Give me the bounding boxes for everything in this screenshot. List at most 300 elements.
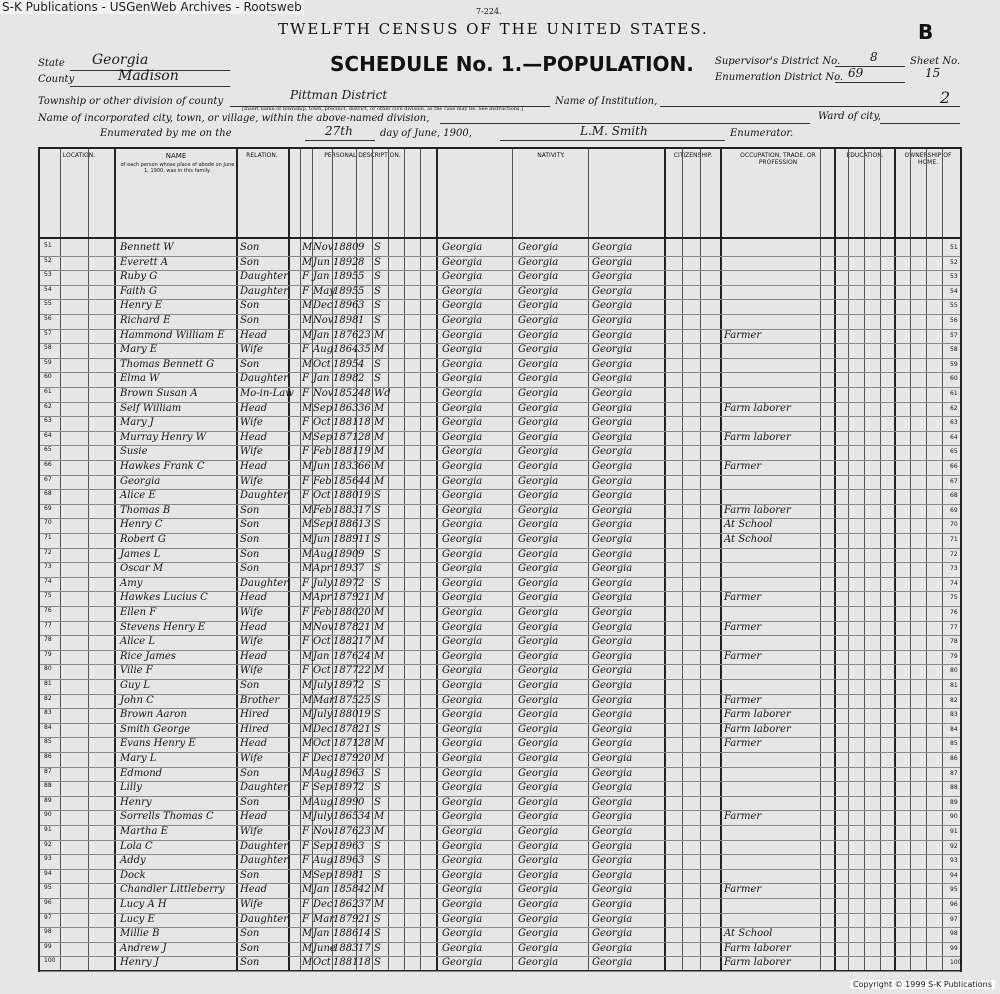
col-divider xyxy=(300,149,301,970)
birthplace-person: Georgia xyxy=(442,796,483,808)
birthplace-person: Georgia xyxy=(442,928,483,940)
row-line xyxy=(40,475,960,476)
relation: Son xyxy=(240,504,260,516)
row-line xyxy=(40,445,960,446)
birth-month: Dec xyxy=(313,723,333,735)
row-line xyxy=(40,504,960,505)
institution-label: Name of Institution, xyxy=(555,96,658,107)
sex: M xyxy=(302,957,313,969)
marital-status: S xyxy=(374,490,381,502)
marital-status: S xyxy=(374,709,381,721)
birth-month: Oct xyxy=(313,738,331,750)
birthplace-person: Georgia xyxy=(442,709,483,721)
birth-year: 1883 xyxy=(333,504,359,516)
col-divider xyxy=(820,149,821,970)
birthplace-mother: Georgia xyxy=(592,388,633,399)
birthplace-person: Georgia xyxy=(442,461,483,472)
sex: M xyxy=(302,461,313,472)
row-number-right: 78 xyxy=(950,638,958,646)
birthplace-father: Georgia xyxy=(518,300,559,312)
row-number-right: 96 xyxy=(950,901,958,908)
row-line xyxy=(40,533,960,534)
relation: Son xyxy=(240,796,260,808)
row-number-right: 98 xyxy=(950,930,958,938)
relation: Wife xyxy=(240,475,263,487)
relation: Son xyxy=(240,242,260,253)
person-name: Rice James xyxy=(120,650,176,662)
sex: M xyxy=(302,548,313,560)
occupation: Farmer xyxy=(724,461,762,472)
marital-status: M xyxy=(374,446,385,458)
person-name: Alice E xyxy=(120,490,156,502)
age: 42 xyxy=(358,884,371,896)
occupation: At School xyxy=(724,534,773,545)
birthplace-person: Georgia xyxy=(442,869,483,881)
row-number: 73 xyxy=(44,563,52,571)
person-name: Brown Aaron xyxy=(120,709,187,721)
birthplace-father: Georgia xyxy=(518,869,559,881)
birth-year: 1890 xyxy=(333,548,359,560)
row-number: 77 xyxy=(44,621,52,629)
age: 4 xyxy=(358,358,365,370)
age: 23 xyxy=(358,329,371,341)
row-line xyxy=(40,694,960,695)
birthplace-father: Georgia xyxy=(518,358,559,370)
row-number: 70 xyxy=(44,519,52,527)
birth-year: 1881 xyxy=(333,446,359,458)
birthplace-mother: Georgia xyxy=(592,767,633,779)
birthplace-mother: Georgia xyxy=(592,475,633,487)
row-number-right: 60 xyxy=(950,375,958,383)
birth-year: 1876 xyxy=(333,329,359,341)
row-number: 78 xyxy=(44,636,52,644)
row-number-right: 88 xyxy=(950,784,958,792)
birth-month: Feb xyxy=(313,504,332,516)
relation: Daughter xyxy=(240,577,288,589)
birthplace-person: Georgia xyxy=(442,607,483,618)
age: 66 xyxy=(358,461,371,472)
age: 0 xyxy=(358,796,365,808)
row-number: 72 xyxy=(44,548,52,556)
birthplace-father: Georgia xyxy=(518,242,559,253)
supervisor-value: 8 xyxy=(870,50,878,64)
occupation: Farmer xyxy=(724,738,762,750)
row-number-right: 95 xyxy=(950,886,958,894)
age: 3 xyxy=(358,855,365,867)
name-subheader: of each person whose place of abode on June 1, 1900, was in this family. xyxy=(120,162,235,174)
relation: Wife xyxy=(240,344,263,356)
birthplace-person: Georgia xyxy=(442,680,483,691)
row-number-right: 62 xyxy=(950,404,958,412)
birthplace-father: Georgia xyxy=(518,636,559,648)
birth-month: Aug xyxy=(313,796,334,808)
age: 2 xyxy=(358,577,365,589)
row-line xyxy=(40,635,960,636)
birthplace-mother: Georgia xyxy=(592,358,633,370)
birth-month: Jan xyxy=(313,329,330,341)
birthplace-father: Georgia xyxy=(518,519,559,531)
row-line xyxy=(40,577,960,578)
birth-year: 1899 xyxy=(333,796,359,808)
birth-year: 1880 xyxy=(333,242,359,253)
row-number: 89 xyxy=(44,796,52,804)
row-line xyxy=(40,752,960,753)
row-line xyxy=(40,299,960,300)
age: 19 xyxy=(358,446,371,458)
person-name: Hawkes Frank C xyxy=(120,461,205,472)
age: 17 xyxy=(358,504,371,516)
row-number: 61 xyxy=(44,388,52,395)
birthplace-mother: Georgia xyxy=(592,315,633,326)
birthplace-person: Georgia xyxy=(442,753,483,764)
birth-month: Sep xyxy=(313,840,333,852)
age: 11 xyxy=(358,534,371,545)
birthplace-father: Georgia xyxy=(518,753,559,764)
age: 8 xyxy=(358,256,365,268)
birthplace-person: Georgia xyxy=(442,475,483,487)
birthplace-person: Georgia xyxy=(442,826,483,837)
sex: M xyxy=(302,592,313,604)
sex: F xyxy=(302,913,309,925)
row-line xyxy=(40,489,960,490)
age: 35 xyxy=(358,344,371,356)
birthplace-father: Georgia xyxy=(518,329,559,341)
birth-month: Nov xyxy=(313,242,334,253)
row-number: 96 xyxy=(44,899,52,906)
person-name: Lilly xyxy=(120,782,142,794)
marital-status: M xyxy=(374,475,385,487)
occupation: Farm laborer xyxy=(724,504,791,516)
occupation: Farmer xyxy=(724,592,762,604)
age: 2 xyxy=(358,680,365,691)
township-value: Pittman District xyxy=(290,88,388,102)
birthplace-mother: Georgia xyxy=(592,256,633,268)
birthplace-person: Georgia xyxy=(442,315,483,326)
birth-month: Jan xyxy=(313,373,330,385)
occupation: At School xyxy=(724,519,773,531)
col-divider xyxy=(910,149,911,970)
birthplace-mother: Georgia xyxy=(592,285,633,297)
birth-year: 1871 xyxy=(333,431,359,443)
person-name: Hammond William E xyxy=(120,329,225,341)
relation: Son xyxy=(240,563,260,575)
birthplace-person: Georgia xyxy=(442,767,483,779)
row-number-right: 83 xyxy=(950,711,958,719)
birthplace-person: Georgia xyxy=(442,621,483,633)
birthplace-father: Georgia xyxy=(518,256,559,268)
birthplace-person: Georgia xyxy=(442,563,483,575)
occupation: Farmer xyxy=(724,650,762,662)
birthplace-father: Georgia xyxy=(518,534,559,545)
person-name: Lucy A H xyxy=(120,899,167,910)
relation: Mo-in-Law xyxy=(240,388,294,399)
marital-status: M xyxy=(374,899,385,910)
row-line xyxy=(40,416,960,417)
birthplace-mother: Georgia xyxy=(592,621,633,633)
birth-year: 1852 xyxy=(333,388,359,399)
relation: Wife xyxy=(240,607,263,618)
row-number-right: 53 xyxy=(950,273,958,281)
row-number: 91 xyxy=(44,826,52,833)
birthplace-father: Georgia xyxy=(518,621,559,633)
birthplace-father: Georgia xyxy=(518,271,559,283)
day-of-label: day of June, 1900, xyxy=(380,128,472,139)
col-divider xyxy=(864,149,865,970)
col-divider xyxy=(236,149,238,970)
birthplace-person: Georgia xyxy=(442,694,483,706)
location-header: LOCATION. xyxy=(62,152,96,159)
row-number: 56 xyxy=(44,315,52,322)
birth-year: 1897 xyxy=(333,577,359,589)
birthplace-father: Georgia xyxy=(518,957,559,969)
marital-status: S xyxy=(374,869,381,881)
age: 3 xyxy=(358,767,365,779)
birthplace-person: Georgia xyxy=(442,271,483,283)
nativity-header: NATIVITY. xyxy=(537,152,565,159)
row-line xyxy=(40,314,960,315)
col-divider xyxy=(436,149,438,970)
col-divider xyxy=(420,149,421,970)
age: 2 xyxy=(358,782,365,794)
row-number-right: 67 xyxy=(950,477,958,485)
birthplace-person: Georgia xyxy=(442,738,483,750)
birthplace-person: Georgia xyxy=(442,636,483,648)
row-number: 66 xyxy=(44,461,52,468)
birthplace-person: Georgia xyxy=(442,490,483,502)
birth-year: 1882 xyxy=(333,636,359,648)
col-divider xyxy=(88,149,89,970)
birthplace-father: Georgia xyxy=(518,738,559,750)
birthplace-father: Georgia xyxy=(518,928,559,940)
age: 13 xyxy=(358,519,371,531)
row-number-right: 89 xyxy=(950,798,958,806)
birthplace-person: Georgia xyxy=(442,285,483,297)
birthplace-father: Georgia xyxy=(518,694,559,706)
birth-month: Aug xyxy=(313,344,334,356)
occupation: Farmer xyxy=(724,811,762,823)
sex: M xyxy=(302,534,313,545)
birth-month: Nov xyxy=(313,621,334,633)
marital-status: S xyxy=(374,680,381,691)
person-name: Guy L xyxy=(120,680,150,691)
birthplace-father: Georgia xyxy=(518,680,559,691)
birth-year: 1896 xyxy=(333,767,359,779)
row-line xyxy=(40,518,960,519)
sex: F xyxy=(302,899,309,910)
relation: Son xyxy=(240,534,260,545)
row-number-right: 97 xyxy=(950,915,958,923)
row-number-right: 80 xyxy=(950,667,958,675)
col-divider xyxy=(682,149,683,970)
birth-month: Jan xyxy=(313,884,330,896)
row-number-right: 57 xyxy=(950,331,958,339)
birth-month: Jan xyxy=(313,650,330,662)
occupation: Farmer xyxy=(724,884,762,896)
person-name: Mary L xyxy=(120,753,157,764)
age: 37 xyxy=(358,899,371,910)
sex: F xyxy=(302,475,309,487)
row-number: 100 xyxy=(44,957,56,965)
age: 21 xyxy=(358,592,371,604)
person-name: John C xyxy=(120,694,154,706)
marital-status: S xyxy=(374,358,381,370)
birthplace-father: Georgia xyxy=(518,796,559,808)
marital-status: S xyxy=(374,300,381,312)
col-divider xyxy=(926,149,927,970)
birth-month: Sep xyxy=(313,782,333,794)
birth-month: Sep xyxy=(313,431,333,443)
state-label: State xyxy=(38,58,65,69)
marital-status: S xyxy=(374,782,381,794)
sex: M xyxy=(302,504,313,516)
birthplace-mother: Georgia xyxy=(592,709,633,721)
birthplace-mother: Georgia xyxy=(592,504,633,516)
birth-month: Mar xyxy=(313,913,334,925)
name-header: NAME xyxy=(165,152,187,160)
sex: M xyxy=(302,680,313,691)
row-number: 69 xyxy=(44,504,52,512)
birth-month: Oct xyxy=(313,636,331,648)
birthplace-person: Georgia xyxy=(442,855,483,867)
birth-month: Jun xyxy=(313,461,330,472)
birth-month: Feb xyxy=(313,607,332,618)
birthplace-person: Georgia xyxy=(442,344,483,356)
birthplace-mother: Georgia xyxy=(592,329,633,341)
birthplace-person: Georgia xyxy=(442,577,483,589)
relation: Son xyxy=(240,548,260,560)
row-number-right: 92 xyxy=(950,842,958,850)
birth-month: Oct xyxy=(313,665,331,677)
row-number-right: 74 xyxy=(950,579,958,587)
marital-status: S xyxy=(374,767,381,779)
page-title: TWELFTH CENSUS OF THE UNITED STATES. xyxy=(278,20,709,38)
marital-status: S xyxy=(374,723,381,735)
birthplace-person: Georgia xyxy=(442,358,483,370)
relation: Head xyxy=(240,402,268,414)
sex: F xyxy=(302,388,309,399)
sex: M xyxy=(302,563,313,575)
birthplace-father: Georgia xyxy=(518,826,559,837)
relation: Head xyxy=(240,621,268,633)
birthplace-person: Georgia xyxy=(442,548,483,560)
birthplace-person: Georgia xyxy=(442,665,483,677)
row-line xyxy=(40,650,960,651)
day-underline xyxy=(305,140,375,141)
age: 18 xyxy=(358,957,371,969)
person-name: Ruby G xyxy=(120,271,158,283)
person-name: Stevens Henry E xyxy=(120,621,206,633)
person-name: Thomas Bennett G xyxy=(120,358,215,370)
row-number: 94 xyxy=(44,869,52,877)
relation: Brother xyxy=(240,694,280,706)
relation: Son xyxy=(240,300,260,312)
birthplace-person: Georgia xyxy=(442,519,483,531)
sex: F xyxy=(302,446,309,458)
birth-month: Apr xyxy=(313,563,332,575)
birthplace-mother: Georgia xyxy=(592,928,633,940)
birth-month: Feb xyxy=(313,475,332,487)
birth-month: Oct xyxy=(313,490,331,502)
birthplace-mother: Georgia xyxy=(592,461,633,472)
birth-month: Nov xyxy=(313,826,334,837)
birthplace-mother: Georgia xyxy=(592,636,633,648)
relation: Daughter xyxy=(240,285,288,297)
birthplace-father: Georgia xyxy=(518,913,559,925)
birth-month: Jun xyxy=(313,534,330,545)
relation: Wife xyxy=(240,899,263,910)
education-header: EDUCATION. xyxy=(846,152,884,159)
birthplace-mother: Georgia xyxy=(592,942,633,954)
relation-header: RELATION. xyxy=(246,152,278,159)
age: 23 xyxy=(358,826,371,837)
birth-year: 1864 xyxy=(333,344,359,356)
col-divider xyxy=(942,149,943,970)
row-number-right: 90 xyxy=(950,813,958,821)
sex: F xyxy=(302,665,309,677)
row-number: 67 xyxy=(44,475,52,483)
row-number-right: 51 xyxy=(950,244,958,251)
row-number: 98 xyxy=(44,928,52,936)
person-name: Evans Henry E xyxy=(120,738,196,750)
sex: F xyxy=(302,373,309,385)
relation: Head xyxy=(240,884,268,896)
birthplace-person: Georgia xyxy=(442,534,483,545)
form-number: 7-224. xyxy=(476,7,502,16)
row-number-right: 77 xyxy=(950,623,958,631)
sex: F xyxy=(302,826,309,837)
birthplace-mother: Georgia xyxy=(592,650,633,662)
person-name: Robert G xyxy=(120,534,166,545)
row-number: 84 xyxy=(44,723,52,731)
age: 21 xyxy=(358,621,371,633)
county-value: Madison xyxy=(118,68,179,84)
person-name: Georgia xyxy=(120,475,161,487)
sex: M xyxy=(302,928,313,940)
row-number: 51 xyxy=(44,242,52,249)
sex: M xyxy=(302,300,313,312)
marital-status: M xyxy=(374,738,385,750)
row-line xyxy=(40,854,960,855)
birthplace-father: Georgia xyxy=(518,723,559,735)
birthplace-person: Georgia xyxy=(442,388,483,399)
birthplace-father: Georgia xyxy=(518,446,559,458)
birth-year: 1898 xyxy=(333,869,359,881)
birthplace-mother: Georgia xyxy=(592,796,633,808)
birth-month: Apr xyxy=(313,592,332,604)
row-line xyxy=(40,942,960,943)
row-number: 80 xyxy=(44,665,52,673)
row-line xyxy=(40,971,960,972)
row-number: 71 xyxy=(44,534,52,541)
enumerator-underline xyxy=(500,140,725,141)
occupation: Farm laborer xyxy=(724,709,791,721)
row-number: 90 xyxy=(44,811,52,819)
age: 3 xyxy=(358,840,365,852)
sex: F xyxy=(302,577,309,589)
birth-year: 1856 xyxy=(333,475,359,487)
occupation-header: OCCUPATION, TRADE, OR PROFESSION xyxy=(740,152,816,166)
birth-month: Aug xyxy=(313,548,334,560)
birth-year: 1896 xyxy=(333,840,359,852)
marital-status: S xyxy=(374,285,381,297)
person-name: Lucy E xyxy=(120,913,155,925)
birth-month: July xyxy=(313,577,333,589)
sex: M xyxy=(302,402,313,414)
person-name: Chandler Littleberry xyxy=(120,884,225,896)
person-name: Smith George xyxy=(120,723,191,735)
birthplace-father: Georgia xyxy=(518,563,559,575)
row-line xyxy=(40,898,960,899)
